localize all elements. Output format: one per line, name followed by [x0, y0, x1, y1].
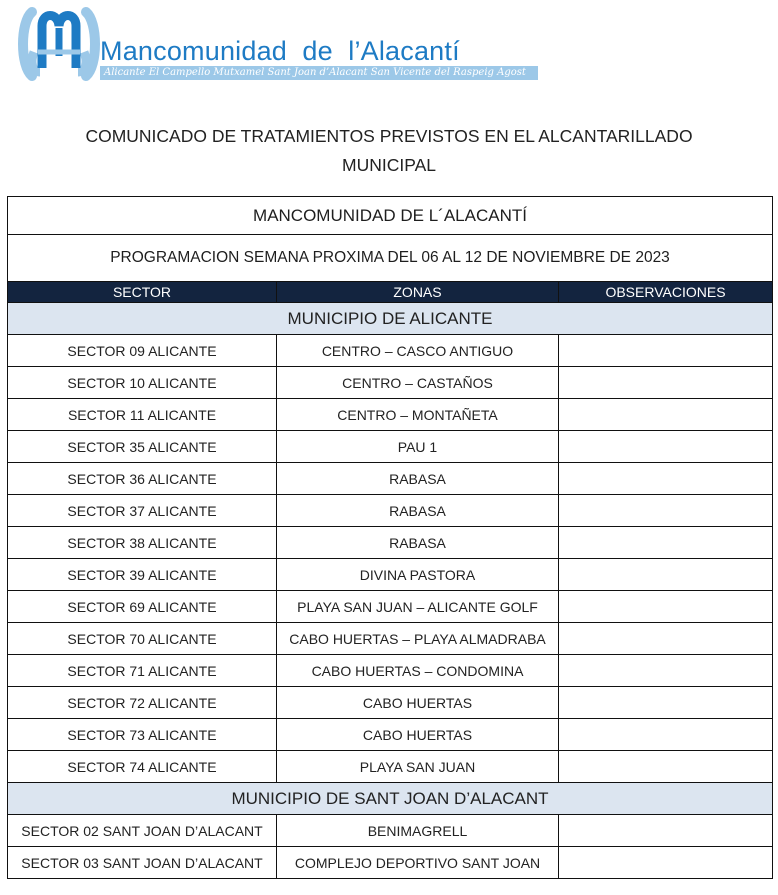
zona-cell: RABASA	[277, 495, 559, 527]
zona-cell: CABO HUERTAS – PLAYA ALMADRABA	[277, 623, 559, 655]
column-header-zonas: ZONAS	[277, 282, 559, 303]
observaciones-cell	[559, 719, 773, 751]
sector-cell: SECTOR 02 SANT JOAN D’ALACANT	[8, 815, 277, 847]
table-row	[8, 463, 773, 495]
sector-cell: SECTOR 09 ALICANTE	[8, 335, 277, 367]
zona-cell: PLAYA SAN JUAN	[277, 751, 559, 783]
schedule-table	[7, 196, 773, 879]
sector-cell: SECTOR 37 ALICANTE	[8, 495, 277, 527]
municipio-row	[8, 303, 773, 335]
sector-cell: SECTOR 69 ALICANTE	[8, 591, 277, 623]
table-row	[8, 751, 773, 783]
observaciones-cell	[559, 399, 773, 431]
observaciones-cell	[559, 527, 773, 559]
zona-cell: CABO HUERTAS	[277, 719, 559, 751]
table-row	[8, 399, 773, 431]
zona-cell: DIVINA PASTORA	[277, 559, 559, 591]
table-row	[8, 559, 773, 591]
table-row	[8, 527, 773, 559]
municipio-cell: MUNICIPIO DE ALICANTE	[8, 303, 773, 335]
observaciones-cell	[559, 431, 773, 463]
table-row	[8, 847, 773, 879]
sector-cell: SECTOR 39 ALICANTE	[8, 559, 277, 591]
zona-cell: CENTRO – CASTAÑOS	[277, 367, 559, 399]
municipio-row	[8, 783, 773, 815]
zona-cell: CENTRO – CASCO ANTIGUO	[277, 335, 559, 367]
document-title-line1: COMUNICADO DE TRATAMIENTOS PREVISTOS EN EL ALCANTARILLADO	[85, 126, 693, 146]
sector-cell: SECTOR 38 ALICANTE	[8, 527, 277, 559]
logo-name: Mancomunidad de l’Alacantí	[100, 36, 460, 66]
sector-cell: SECTOR 10 ALICANTE	[8, 367, 277, 399]
table-row	[8, 495, 773, 527]
observaciones-cell	[559, 687, 773, 719]
table-row	[8, 719, 773, 751]
header-logo	[18, 6, 548, 82]
zona-cell: CABO HUERTAS	[277, 687, 559, 719]
zona-cell: CABO HUERTAS – CONDOMINA	[277, 655, 559, 687]
observaciones-cell	[559, 367, 773, 399]
table-row	[8, 591, 773, 623]
sector-cell: SECTOR 11 ALICANTE	[8, 399, 277, 431]
table-row	[8, 623, 773, 655]
column-header-sector: SECTOR	[8, 282, 277, 303]
mancomunidad-logo-icon	[18, 6, 100, 82]
sector-cell: SECTOR 70 ALICANTE	[8, 623, 277, 655]
observaciones-cell	[559, 847, 773, 879]
table-row	[8, 367, 773, 399]
observaciones-cell	[559, 591, 773, 623]
observaciones-cell	[559, 495, 773, 527]
sector-cell: SECTOR 74 ALICANTE	[8, 751, 277, 783]
sector-cell: SECTOR 73 ALICANTE	[8, 719, 277, 751]
zona-cell: PAU 1	[277, 431, 559, 463]
organization-row	[8, 197, 773, 235]
sector-cell: SECTOR 35 ALICANTE	[8, 431, 277, 463]
sector-cell: SECTOR 03 SANT JOAN D’ALACANT	[8, 847, 277, 879]
observaciones-cell	[559, 559, 773, 591]
programming-cell: PROGRAMACION SEMANA PROXIMA DEL 06 AL 12 DE NOVIEMBRE DE 2023	[8, 235, 773, 282]
document-title-line2: MUNICIPAL	[342, 155, 436, 175]
zona-cell: BENIMAGRELL	[277, 815, 559, 847]
sector-cell: SECTOR 36 ALICANTE	[8, 463, 277, 495]
zona-cell: PLAYA SAN JUAN – ALICANTE GOLF	[277, 591, 559, 623]
observaciones-cell	[559, 623, 773, 655]
table-row	[8, 655, 773, 687]
observaciones-cell	[559, 751, 773, 783]
observaciones-cell	[559, 655, 773, 687]
zona-cell: RABASA	[277, 527, 559, 559]
zona-cell: COMPLEJO DEPORTIVO SANT JOAN	[277, 847, 559, 879]
table-row	[8, 431, 773, 463]
sector-cell: SECTOR 72 ALICANTE	[8, 687, 277, 719]
zona-cell: RABASA	[277, 463, 559, 495]
municipio-cell: MUNICIPIO DE SANT JOAN D’ALACANT	[8, 783, 773, 815]
zona-cell: CENTRO – MONTAÑETA	[277, 399, 559, 431]
observaciones-cell	[559, 463, 773, 495]
column-header-observaciones: OBSERVACIONES	[559, 282, 773, 303]
logo-towns: Alicante El Campello Mutxamel Sant Joan d’Alacant San Vicente del Raspeig Agost	[104, 67, 526, 78]
table-row	[8, 687, 773, 719]
observaciones-cell	[559, 335, 773, 367]
organization-cell: MANCOMUNIDAD DE L´ALACANTÍ	[8, 197, 773, 235]
table-row	[8, 815, 773, 847]
observaciones-cell	[559, 815, 773, 847]
document-title	[0, 122, 778, 180]
column-header-row	[8, 282, 773, 303]
sector-cell: SECTOR 71 ALICANTE	[8, 655, 277, 687]
table-row	[8, 335, 773, 367]
programming-row	[8, 235, 773, 282]
